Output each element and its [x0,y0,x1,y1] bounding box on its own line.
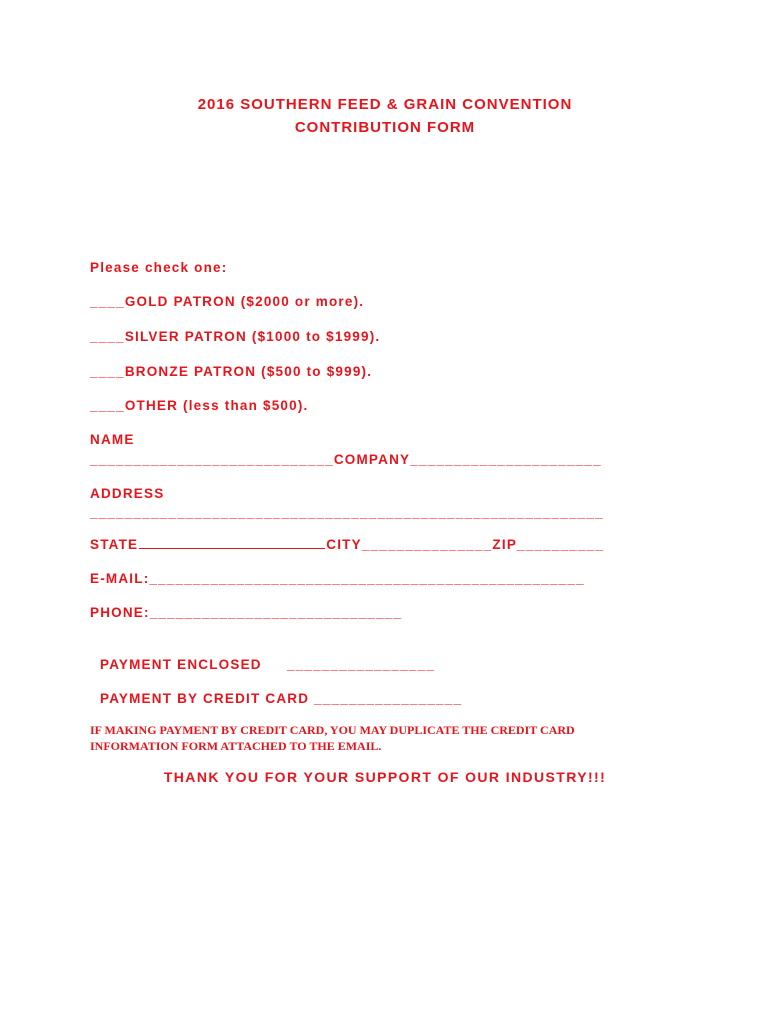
form-title-line-2: CONTRIBUTION FORM [294,119,476,136]
option-other[interactable]: ____OTHER (less than $500). [90,398,309,413]
payment-enclosed-label: PAYMENT ENCLOSED [100,657,262,672]
phone-field[interactable]: PHONE:_____________________________ [90,605,403,620]
address-field[interactable]: ___________________________________________________________ [90,505,604,520]
name-company-field[interactable]: ____________________________COMPANY______________________ [90,452,602,467]
check-one-instruction: Please check one: [90,260,228,275]
city-zip-field[interactable]: CITY_______________ZIP__________ [326,537,605,552]
name-label: NAME [90,432,135,447]
email-field[interactable]: E-MAIL:__________________________________________________ [90,571,585,586]
option-gold-patron[interactable]: ____GOLD PATRON ($2000 or more). [90,294,365,309]
state-field[interactable] [139,538,325,549]
thank-you-message: THANK YOU FOR YOUR SUPPORT OF OUR INDUSTRY!!! [163,769,607,785]
option-bronze-patron[interactable]: ____BRONZE PATRON ($500 to $999). [90,364,373,379]
state-label: STATE [90,537,139,552]
option-silver-patron[interactable]: ____SILVER PATRON ($1000 to $1999). [90,329,381,344]
address-label: ADDRESS [90,486,165,501]
credit-card-note: IF MAKING PAYMENT BY CREDIT CARD, YOU MAY DUPLICATE THE CREDIT CARD INFORMATION FORM ATTACHED TO THE EMAIL. [90,723,575,753]
payment-credit-card-field[interactable]: PAYMENT BY CREDIT CARD _________________ [100,691,463,706]
form-title-line-1: 2016 SOUTHERN FEED & GRAIN CONVENTION [197,96,573,113]
payment-enclosed-field[interactable]: _________________ [287,657,436,672]
state-city-zip-row [90,537,604,552]
